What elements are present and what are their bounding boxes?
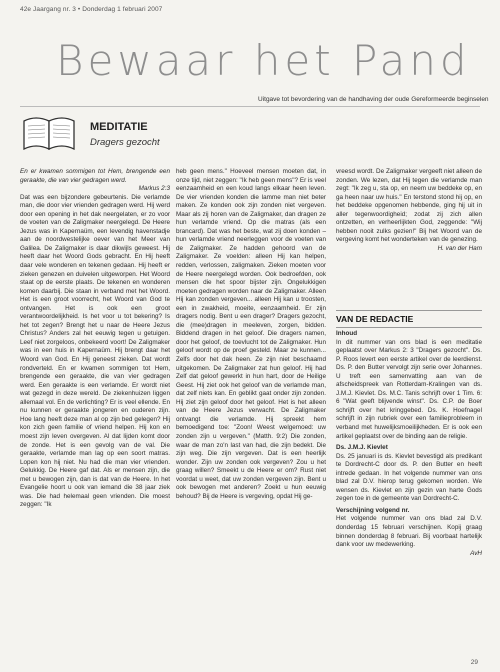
redactie-heading: VAN DE REDACTIE bbox=[336, 310, 482, 328]
section-subtitle: Dragers gezocht bbox=[90, 137, 160, 148]
volgend-title: Verschijning volgend nr. bbox=[336, 506, 410, 514]
open-bible-icon bbox=[20, 113, 78, 153]
meditation-column-2 bbox=[176, 168, 326, 501]
kievlet-text: Ds. 25 januari is ds. Kievlet bevestigd als predikant te Dordrecht-C door ds. P. den Butter en heeft intrede gedaan. In het volgende nummer van ons blad zal D.V. hierop terug gekomen worden. We wensen ds. Kievlet en zijn gezin van harte Gods zegen toe in de gemeente van Dordrecht-C. bbox=[336, 452, 482, 503]
meditation-author: H. van der Ham bbox=[437, 244, 482, 252]
page-number: 29 bbox=[470, 659, 478, 666]
scripture-reference: Markus 2:3 bbox=[138, 185, 170, 193]
meditation-column-1 bbox=[20, 168, 170, 510]
redactie-column bbox=[336, 330, 482, 558]
redactie-initials: AvH bbox=[470, 549, 482, 557]
issue-line: 42e Jaargang nr. 3 • Donderdag 1 februari 2007 bbox=[20, 6, 163, 13]
header-rule bbox=[20, 106, 480, 107]
meditation-body-3: vreesd wordt. De Zaligmaker vergeeft niet alleen de zonden. We lezen, dat Hij tegen die verlamde man zegt: "Ik zeg u, sta op, en neem uw beddeke op, en ga heen naar uw huis." En terstond stond hij op, en het beddeke opgenomen hebbende, ging hij uit in aller tegenwoordigheid; zodat zij zich allen ontzetten, en verheerlijkten God, zeggende: "Wij hebben nooit zulks gezien!" Bij het Woord van de vergeving komt het wonderteken van de genezing. bbox=[336, 168, 482, 244]
section-header bbox=[20, 113, 220, 165]
masthead-title: Bewaar het Pand bbox=[56, 36, 471, 85]
inhoud-title: Inhoud bbox=[336, 330, 358, 337]
section-title: MEDITATIE bbox=[90, 121, 148, 133]
meditation-body-1: Dat was een bijzondere gebeurtenis. Die verlamde man, die door vier vrienden gedragen werd. Hij werd door een opening in het dak neergelaten, er zo voor de voeten van de Zaligmaker neergelegd. De Heere Jezus was in Kapernaüm, een levendig havenstadje aan de noordwestelijke oever van het Meer van Galilea. De Zaligmaker is daar dikwijls geweest. Hij heeft daar het Woord Gods gebracht. En Hij heeft daar vele wonderen en tekenen gedaan. Hij heeft er zieken genezen en duivelen uitgeworpen. Het Woord staat op de eerste plaats. De tekenen en wonderen komen daarbij. Die staan in verband met het Woord. Het is een groot voorrecht, het Woord van God te ontvangen. Het is ook een groot verantwoordelijkheid. Is het voor u tot bekering? Is het tot zegen? Brengt het u naar de Heere Jezus Christus? Anders zal het eeuwig tegen u getuigen. Leef niet zorgeloos, onbekeerd voort! De Zaligmaker was in een huis in Kapernaüm. Hij brengt daar het Woord van God. En Hij geneest zieken. Dat wordt rondverteld. En er kwamen sommigen tot Hem, brengende een geraakte, die van vier gedragen werd. Een geraakte is een verlamde. Er wordt niet wat gezegd in deze wereld. De ziekenhuizen liggen allemaal vol. En de verlichting? Er is veel ellende. En nu kunnen er geraakte jongeren en ouderen zijn. Hoe lang heeft deze man al op zijn bed gelegen? Hij kon zich geen familie of vriend helpen. Hij kon en moest zijn leven overgeven. Al dat lijden komt door de zonde. Het is een gevolg van de val. Die geraakte, verlamde man lag op een soort matras. Lopen kon hij niet. Nu had die man vier vrienden. Gelukkig. De Heere gaf dat. Als er mensen zijn, die met u bewogen zijn, dan is dat van de Heere. In het Evangelie hoort u ook van iemand die 38 jaar ziek was. Die had helemaal geen vrienden. Die moest zeggen: "Ik bbox=[20, 193, 170, 509]
volgend-text: Het volgende nummer van ons blad zal D.V. donderdag 15 februari verschijnen. Kopij graag binnen donderdag 8 februari. Bij voorbaat hartelijk dank voor uw medewerking. bbox=[336, 515, 482, 549]
meditation-body-2: heb geen mens." Hoeveel mensen moeten dat, in onze tijd, niet zeggen: "Ik heb geen mens"? Er is veel eenzaamheid en een koud langs elkaar heen leven. De vier vrienden konden die lamme man niet beter maken. Ze konden ook zijn zonden niet vergeven. Maar als zij horen van de Zaligmaker, dan dragen ze hun verlamde vriend. Op die matras (als een brancard). Dat was het beste, wat zij doen konden – hun verlamde vriend neerleggen voor de voeten van de Zaligmaker. Ze hadden gehoord van de Zaligmaker. Ze voelden: alleen Hij kan helpen, redden, verlossen, zaligmaken. Zieken moeten voor de Heere neergelegd worden. Ook bedroefden, ook mensen die het spoor bijster zijn. Ongelukkigen moeten gedragen worden naar de Zaligmaker. Alleen Hij kan zonden vergeven... alleen Hij kan u troosten, een in zwakheid, moeite, eenzaamheid. Er zijn dragers nodig. Bent u een drager? Dragers gezocht, die (mee)dragen in meeleven, zorgen, bidden. Biddend dragen in het geloof. Die dragers namen, door het geloof, de toevlucht tot de Zaligmaker. Hun geloof wordt op de proef gesteld. Maar ze kunnen... Zelfs door het dak heen. Ze zijn niet beschaamd uitgekomen. De Zaligmaker zat hun geloof. Hij had Zelf dat geloof gewerkt in hun hart, door de Heilige Geest. Hij ziet ook het geloof van de verlamde man, dat zelf niets kan. En geblikt gaat onder zijn zonden. Hij ziet zijn geloof door het geloof. Het is het alleen van de Heere Jezus verwacht. De Zaligmaker ontvangt die verlamde. Hij spreekt hem bemoedigend toe: "Zoon! Weest welgemoed: uw zonden zijn u vergeven." (Matth. 9:2) Die zonden, waar de man zo'n last van had, die zijn bedekt. Die zijn weg. Die zijn vergeven. Dat is een heerlijk wonder. Zijn uw zonden ook vergeven? Zou u het graag willen? Smeekt u de Heere er om? Rust niet voordat u weet, dat uw zonden vergeven zijn. Bent u ook bewogen met anderen? Zoekt u hun eeuwig behoud? Bij de Heere is vergeving, opdat Hij ge- bbox=[176, 168, 326, 500]
meditation-intro: En er kwamen sommigen tot Hem, brengende een geraakte, die van vier gedragen werd. bbox=[20, 168, 170, 184]
kievlet-title: Ds. J.M.J. Kievlet bbox=[336, 444, 388, 452]
meditation-column-3 bbox=[336, 168, 482, 253]
inhoud-text: In dit nummer van ons blad is een meditatie geplaatst over Markus 2: 3 "Dragers gezocht". Ds. P. Roos levert een eerste artikel over de leerdienst. Ds. P. den Butter vervolgt zijn serie over Johannes. U treft een samenvatting aan van de afscheidspreek van Rotterdam-Kralingen van ds. J.M.J. Kievlet. Ds. M.C. Tanis schrijft over 1 Tim. 6: 6 "Wat geeft blijvende winst". Ds. C.P. de Boer schrijft over het kringgebed. Ds. K. Hoefnagel schrijft in zijn rubriek over een familieprobleem in verband met huwelijksmoeilijkheden. Er is ook een artikel geplaatst over de binding aan de religie. bbox=[336, 338, 482, 440]
masthead-subtitle: Uitgave tot bevordering van de handhaving der oude Gereformeerde beginselen bbox=[258, 96, 489, 103]
